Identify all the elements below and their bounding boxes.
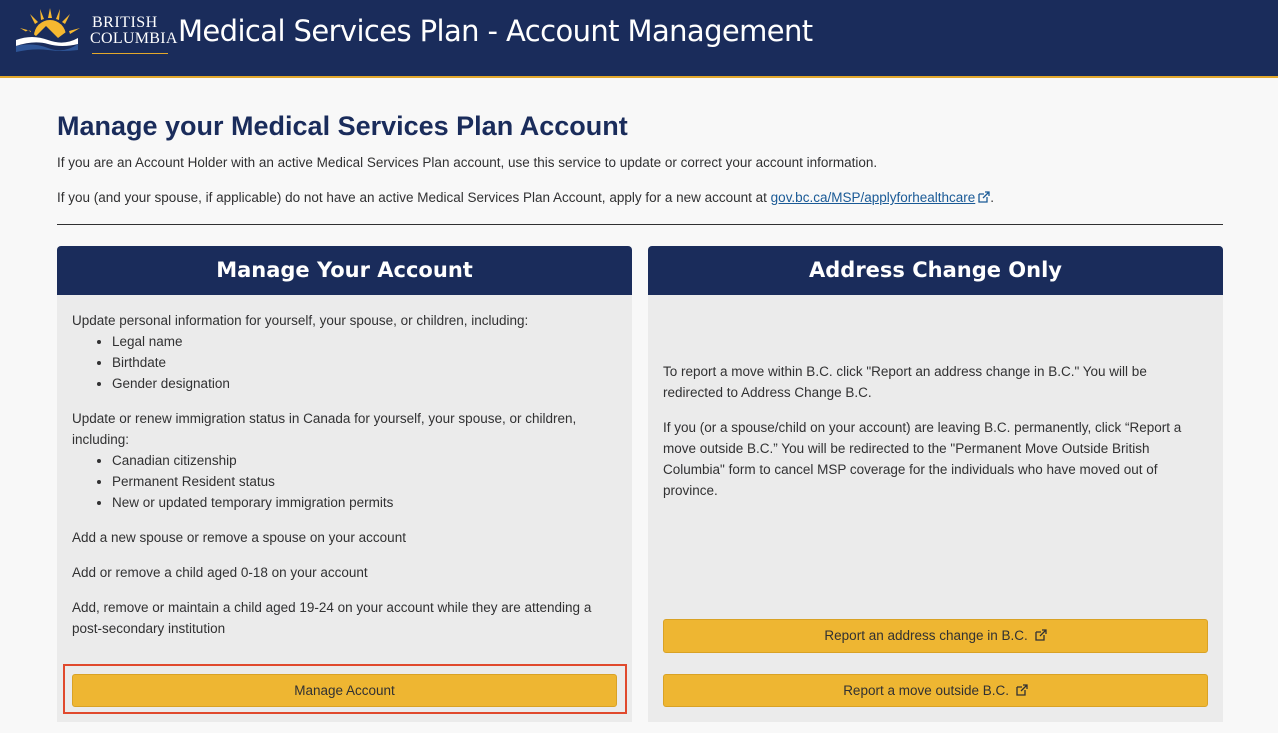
list-item: • Legal name [112,331,617,352]
manage-account-panel [57,246,632,722]
external-link-icon [1035,629,1047,641]
app-header [0,0,1278,78]
logo-line-2: COLUMBIA [90,30,178,47]
external-link-icon [1016,684,1028,696]
address-p1: To report a move within B.C. click "Report an address change in B.C." You will be redirected to Address Change B.C. [663,364,1147,400]
manage-p4: Add or remove a child aged 0-18 on your account [72,565,368,580]
address-change-body [663,361,1208,515]
manage-p1: Update personal information for yourself, your spouse, or children, including: [72,313,529,328]
report-address-change-button[interactable] [663,619,1208,653]
report-address-change-label: Report an address change in B.C. [824,628,1028,643]
manage-account-heading: Manage Your Account [57,246,632,295]
section-divider [57,224,1223,225]
intro-text-1: If you are an Account Holder with an active Medical Services Plan account, use this service to update or correct your account information. [57,155,878,170]
personal-info-list [112,331,617,394]
manage-account-button-label: Manage Account [294,683,395,698]
apply-link-label: gov.bc.ca/MSP/applyforhealthcare [770,190,976,205]
app-title: Medical Services Plan - Account Management [178,14,813,48]
report-move-outside-label: Report a move outside B.C. [843,683,1010,698]
logo-line-1: BRITISH [92,14,158,31]
list-item: • Gender designation [112,373,617,394]
intro-text-2-prefix: If you (and your spouse, if applicable) do not have an active Medical Services Plan Account, apply for a new account at [57,190,771,205]
report-move-outside-button[interactable] [663,674,1208,707]
bc-logo[interactable] [14,6,178,54]
bc-logo-text [90,15,178,47]
intro-text-2 [57,190,994,205]
address-p2: If you (or a spouse/child on your account) are leaving B.C. permanently, click “Report a move outside B.C.” You will be redirected to the "Permanent Move Outside British Columbia" form to cancel MSP coverage for the individuals who have moved out of province. [663,420,1182,498]
list-item: • Permanent Resident status [112,471,617,492]
manage-p2: Update or renew immigration status in Canada for yourself, your spouse, or children, including: [72,411,577,447]
page-title: Manage your Medical Services Plan Account [57,111,628,141]
manage-p5: Add, remove or maintain a child aged 19-24 on your account while they are attending a post-secondary institution [72,600,592,636]
sun-mountain-icon [14,6,90,54]
list-item: • Birthdate [112,352,617,373]
intro-text-2-suffix: . [990,190,995,205]
list-item: • Canadian citizenship [112,450,617,471]
manage-account-button[interactable] [72,674,617,707]
external-link-icon [978,191,990,203]
apply-for-healthcare-link[interactable] [771,190,991,205]
manage-p3: Add a new spouse or remove a spouse on your account [72,530,406,545]
address-change-heading: Address Change Only [648,246,1223,295]
logo-underline [92,53,168,54]
immigration-list [112,450,617,513]
list-item: • New or updated temporary immigration permits [112,492,617,513]
manage-account-body [72,310,617,653]
